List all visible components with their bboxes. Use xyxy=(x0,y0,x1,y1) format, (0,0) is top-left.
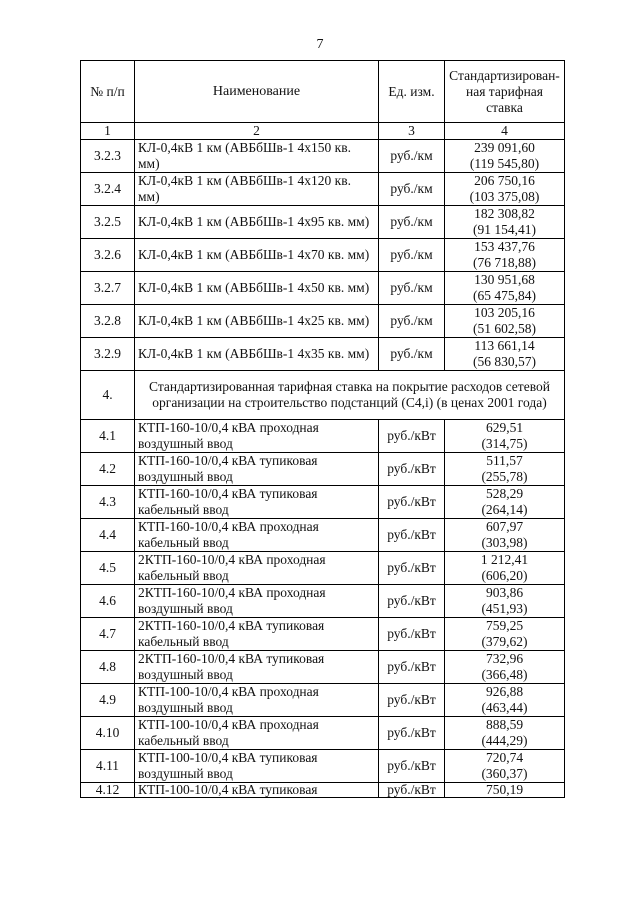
section-number: 4. xyxy=(81,371,135,420)
rate-alt-value: (56 830,57) xyxy=(473,354,536,369)
rate-cell xyxy=(445,272,565,305)
header-name: Наименование xyxy=(135,61,379,123)
row-name: 2КТП-160-10/0,4 кВА тупиковая воздушный ввод xyxy=(135,651,379,684)
rate-cell xyxy=(445,420,565,453)
row-number: 4.1 xyxy=(81,420,135,453)
row-number: 4.2 xyxy=(81,453,135,486)
row-name: КТП-100-10/0,4 кВА тупиковая воздушный ввод xyxy=(135,750,379,783)
rate-value: 1 212,41 xyxy=(480,552,529,567)
rate-value: 629,51 xyxy=(485,420,524,435)
row-name: КЛ-0,4кВ 1 км (АВБбШв-1 4х25 кв. мм) xyxy=(135,305,379,338)
rate-alt-value: (314,75) xyxy=(481,436,528,451)
table-body xyxy=(81,61,565,798)
rate-cell xyxy=(445,173,565,206)
row-number: 4.5 xyxy=(81,552,135,585)
row-name: КТП-160-10/0,4 кВА тупиковая кабельный ввод xyxy=(135,486,379,519)
rate-alt-value: (366,48) xyxy=(481,667,528,682)
rate-alt-value: (255,78) xyxy=(481,469,528,484)
table-row xyxy=(81,173,565,206)
rate-cell xyxy=(445,684,565,717)
row-name: КЛ-0,4кВ 1 км (АВБбШв-1 4х95 кв. мм) xyxy=(135,206,379,239)
row-number: 4.7 xyxy=(81,618,135,651)
table-row xyxy=(81,453,565,486)
row-name: КЛ-0,4кВ 1 км (АВБбШв-1 4х70 кв. мм) xyxy=(135,239,379,272)
table-row xyxy=(81,420,565,453)
row-number: 4.10 xyxy=(81,717,135,750)
row-number: 4.12 xyxy=(81,783,135,798)
row-name: 2КТП-160-10/0,4 кВА проходная воздушный ввод xyxy=(135,585,379,618)
rate-value: 511,57 xyxy=(486,453,523,468)
rate-value: 759,25 xyxy=(485,618,524,633)
row-unit: руб./кВт xyxy=(379,717,445,750)
row-unit: руб./кВт xyxy=(379,651,445,684)
row-unit: руб./км xyxy=(379,338,445,371)
column-number: 1 xyxy=(81,123,135,140)
row-unit: руб./км xyxy=(379,206,445,239)
rate-alt-value: (451,93) xyxy=(481,601,528,616)
column-number: 2 xyxy=(135,123,379,140)
table-row xyxy=(81,338,565,371)
table-row xyxy=(81,651,565,684)
row-number: 4.6 xyxy=(81,585,135,618)
row-name: КЛ-0,4кВ 1 км (АВБбШв-1 4х120 кв. мм) xyxy=(135,173,379,206)
header-unit: Ед. изм. xyxy=(379,61,445,123)
rate-cell xyxy=(445,618,565,651)
rate-cell xyxy=(445,750,565,783)
row-number: 3.2.5 xyxy=(81,206,135,239)
row-number: 4.3 xyxy=(81,486,135,519)
rate-value: 720,74 xyxy=(485,750,524,765)
row-name: КЛ-0,4кВ 1 км (АВБбШв-1 4х150 кв. мм) xyxy=(135,140,379,173)
row-unit: руб./кВт xyxy=(379,420,445,453)
rate-value: 750,19 xyxy=(445,783,565,798)
rate-value: 153 437,76 xyxy=(474,239,535,254)
page-number: 7 xyxy=(316,37,324,52)
row-unit: руб./кВт xyxy=(379,552,445,585)
table-row xyxy=(81,305,565,338)
header-num: № п/п xyxy=(81,61,135,123)
row-name: КТП-160-10/0,4 кВА проходная кабельный ввод xyxy=(135,519,379,552)
rate-cell xyxy=(445,338,565,371)
rate-cell xyxy=(445,486,565,519)
row-number: 3.2.9 xyxy=(81,338,135,371)
rate-value: 103 205,16 xyxy=(474,305,535,320)
rate-value: 926,88 xyxy=(485,684,524,699)
table-row xyxy=(81,140,565,173)
header-rate: Стандартизирован-ная тарифная ставка xyxy=(445,61,565,123)
row-unit: руб./кВт xyxy=(379,750,445,783)
rate-value: 607,97 xyxy=(485,519,524,534)
rate-cell xyxy=(445,239,565,272)
row-number: 3.2.4 xyxy=(81,173,135,206)
table-row xyxy=(81,750,565,783)
rate-value: 206 750,16 xyxy=(474,173,535,188)
table-row xyxy=(81,717,565,750)
rate-alt-value: (103 375,08) xyxy=(469,189,540,204)
row-unit: руб./км xyxy=(379,239,445,272)
row-unit: руб./кВт xyxy=(379,585,445,618)
rate-cell xyxy=(445,585,565,618)
table-row xyxy=(81,585,565,618)
table-row xyxy=(81,239,565,272)
table-row xyxy=(81,783,565,798)
row-name: КЛ-0,4кВ 1 км (АВБбШв-1 4х35 кв. мм) xyxy=(135,338,379,371)
tariff-table xyxy=(80,60,565,798)
rate-alt-value: (51 602,58) xyxy=(473,321,536,336)
rate-cell xyxy=(445,140,565,173)
rate-alt-value: (606,20) xyxy=(481,568,528,583)
rate-value: 182 308,82 xyxy=(474,206,535,221)
row-unit: руб./км xyxy=(379,272,445,305)
rate-cell xyxy=(445,206,565,239)
row-number: 3.2.8 xyxy=(81,305,135,338)
row-unit: руб./кВт xyxy=(379,486,445,519)
row-number: 4.4 xyxy=(81,519,135,552)
column-number: 4 xyxy=(445,123,565,140)
row-name: КТП-100-10/0,4 кВА проходная воздушный ввод xyxy=(135,684,379,717)
row-number: 3.2.7 xyxy=(81,272,135,305)
rate-value: 888,59 xyxy=(485,717,524,732)
row-name: КТП-160-10/0,4 кВА проходная воздушный ввод xyxy=(135,420,379,453)
row-unit: руб./кВт xyxy=(379,519,445,552)
row-unit: руб./кВт xyxy=(379,783,445,798)
column-number: 3 xyxy=(379,123,445,140)
rate-cell xyxy=(445,717,565,750)
rate-value: 732,96 xyxy=(485,651,524,666)
table-row xyxy=(81,272,565,305)
row-number: 4.9 xyxy=(81,684,135,717)
section-row xyxy=(81,371,565,420)
rate-alt-value: (264,14) xyxy=(481,502,528,517)
column-number-row xyxy=(81,123,565,140)
row-number: 3.2.6 xyxy=(81,239,135,272)
rate-alt-value: (360,37) xyxy=(481,766,528,781)
row-name: 2КТП-160-10/0,4 кВА тупиковая кабельный ввод xyxy=(135,618,379,651)
rate-alt-value: (444,29) xyxy=(481,733,528,748)
row-unit: руб./км xyxy=(379,140,445,173)
row-name: КЛ-0,4кВ 1 км (АВБбШв-1 4х50 кв. мм) xyxy=(135,272,379,305)
section-title: Стандартизированная тарифная ставка на покрытие расходов сетевой организации на строительство подстанций (С4,i) (в ценах 2001 года) xyxy=(135,371,565,420)
table-row xyxy=(81,552,565,585)
row-name: КТП-100-10/0,4 кВА проходная кабельный ввод xyxy=(135,717,379,750)
rate-value: 528,29 xyxy=(485,486,524,501)
table-row xyxy=(81,206,565,239)
rate-alt-value: (76 718,88) xyxy=(473,255,536,270)
rate-alt-value: (303,98) xyxy=(481,535,528,550)
rate-alt-value: (119 545,80) xyxy=(469,156,540,171)
rate-value: 130 951,68 xyxy=(474,272,535,287)
row-unit: руб./кВт xyxy=(379,453,445,486)
rate-value: 903,86 xyxy=(485,585,524,600)
row-number: 4.11 xyxy=(81,750,135,783)
row-number: 3.2.3 xyxy=(81,140,135,173)
rate-cell xyxy=(445,519,565,552)
table-row xyxy=(81,519,565,552)
table-row xyxy=(81,684,565,717)
rate-alt-value: (65 475,84) xyxy=(473,288,536,303)
row-number: 4.8 xyxy=(81,651,135,684)
rate-cell xyxy=(445,305,565,338)
rate-cell xyxy=(445,552,565,585)
row-name: КТП-160-10/0,4 кВА тупиковая воздушный ввод xyxy=(135,453,379,486)
row-unit: руб./км xyxy=(379,173,445,206)
row-name: КТП-100-10/0,4 кВА тупиковая xyxy=(135,783,379,798)
row-unit: руб./кВт xyxy=(379,618,445,651)
header-row xyxy=(81,61,565,123)
table-row xyxy=(81,618,565,651)
row-unit: руб./кВт xyxy=(379,684,445,717)
row-unit: руб./км xyxy=(379,305,445,338)
rate-alt-value: (91 154,41) xyxy=(473,222,536,237)
rate-cell xyxy=(445,651,565,684)
rate-alt-value: (379,62) xyxy=(481,634,528,649)
rate-value: 239 091,60 xyxy=(474,140,535,155)
row-name: 2КТП-160-10/0,4 кВА проходная кабельный ввод xyxy=(135,552,379,585)
rate-alt-value: (463,44) xyxy=(481,700,528,715)
rate-value: 113 661,14 xyxy=(474,338,535,353)
table-row xyxy=(81,486,565,519)
rate-cell xyxy=(445,453,565,486)
